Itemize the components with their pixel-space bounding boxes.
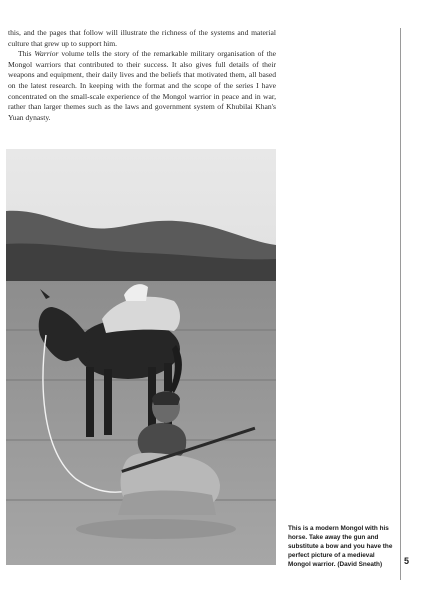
photo-caption: This is a modern Mongol with his horse. Take away the gun and substitute a bow and you have the perfect picture of a medieval Mongol warrior. (David Sneath) — [288, 525, 393, 568]
paragraph-warrior-volume — [8, 49, 276, 123]
mongol-horse-photo — [6, 149, 276, 565]
margin-rule — [400, 28, 401, 580]
ground-shadow — [76, 519, 236, 539]
page-number: 5 — [404, 556, 410, 566]
paragraph-intro: this, and the pages that follow will illustrate the richness of the systems and material culture that grew up to support him. — [8, 28, 276, 48]
paragraph-body: volume tells the story of the remarkable military organisation of the Mongol warriors that contributed to their success. It also gives full details of their weapons and equipment, their daily lives and the beliefs that motivated them, all based on the latest research. In keeping with the format and the scope of the series I have concentrated on the small-scale experience of the Mongol warrior in peace and in war, rather than larger themes such as the laws and government system of Khubilai Khan's Yuan dynasty. — [8, 49, 276, 122]
paragraph-lead: This — [18, 49, 35, 59]
series-name: Warrior — [34, 49, 59, 59]
article-body — [8, 28, 276, 123]
